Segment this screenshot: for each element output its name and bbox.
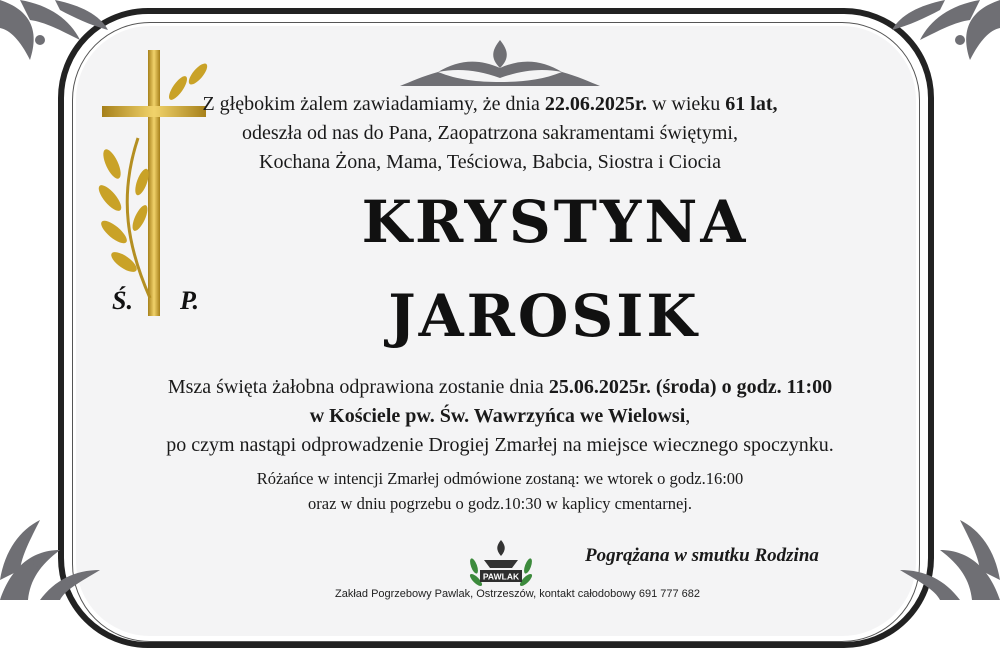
intro-text — [60, 90, 920, 177]
rosary-info — [0, 466, 1000, 516]
mass-info — [0, 373, 1000, 460]
initial-p: P. — [180, 286, 200, 315]
intro-text-b: w wieku — [646, 93, 726, 115]
initial-s: Ś. — [112, 286, 133, 315]
mass-text-a: Msza święta żałobna odprawiona zostanie dnia — [167, 376, 549, 398]
intro-line-1 — [60, 90, 920, 119]
mass-line-3: po czym nastąpi odprowadzenie Drogiej Zmarłej na miejsce wiecznego spoczynku. — [166, 434, 834, 456]
intro-line-3: Kochana Żona, Mama, Teściowa, Babcia, Siostra i Ciocia — [259, 151, 721, 173]
mourners-signature: Pogrążana w smutku Rodzina — [585, 545, 819, 566]
mass-line-1 — [0, 373, 1000, 402]
age: 61 lat, — [725, 93, 778, 115]
first-name: KRYSTYNA — [361, 188, 749, 256]
logo-text: PAWLAK — [482, 571, 520, 582]
mass-date-time: 25.06.2025r. (środa) o godz. 11:00 — [548, 376, 833, 398]
cross-icon — [98, 48, 218, 318]
mass-line-2 — [0, 402, 1000, 431]
intro-line-2: odeszła od nas do Pana, Zaopatrzona sakramentami świętymi, — [242, 122, 738, 144]
footer-contact: Zakład Pogrzebowy Pawlak, Ostrzeszów, kontakt całodobowy 691 777 682 — [335, 588, 701, 600]
last-name: JAROSIK — [388, 282, 700, 350]
rosary-line-2: oraz w dniu pogrzebu o godz.10:30 w kaplicy cmentarnej. — [308, 494, 692, 513]
rosary-line-1: Różańce w intencji Zmarłej odmówione zostaną: we wtorek o godz.16:00 — [256, 469, 744, 488]
funeral-home-logo — [466, 536, 536, 592]
corner-ornament-icon — [0, 0, 110, 90]
corner-ornament-icon — [890, 0, 1000, 90]
intro-text-a: Z głębokim żalem zawiadamiamy, że dnia — [202, 93, 545, 115]
church-name: w Kościele pw. Św. Wawrzyńca we Wielowsi — [309, 405, 686, 427]
ornament-icon — [398, 38, 602, 88]
death-date: 22.06.2025r. — [544, 93, 647, 115]
mass-comma: , — [685, 405, 691, 427]
